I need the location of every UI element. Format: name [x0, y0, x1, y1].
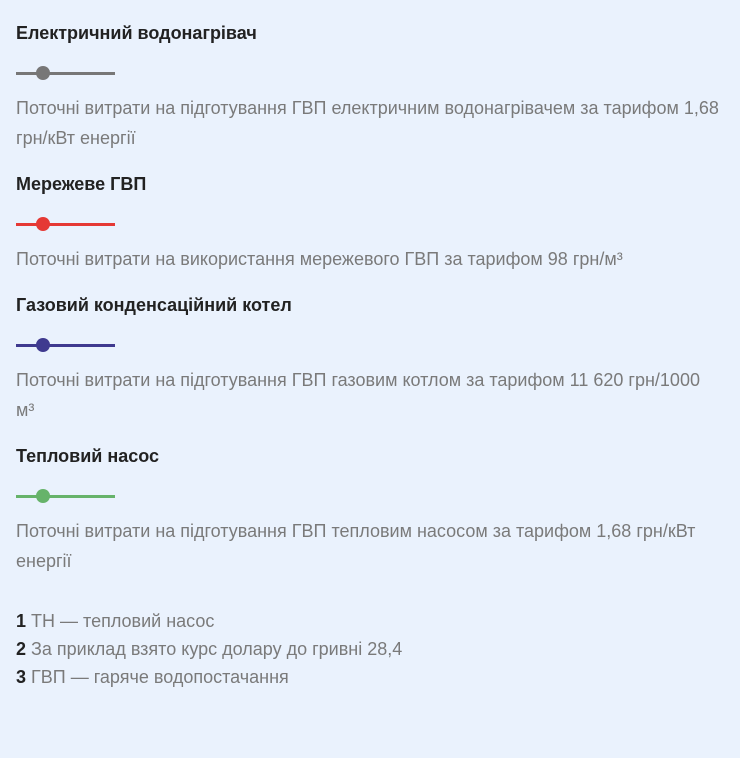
- legend-description: Поточні витрати на підготування ГВП тепловим насосом за тарифом 1,68 грн/кВт енергії: [16, 521, 696, 571]
- legend-line-marker-icon: [16, 489, 115, 503]
- legend-description: Поточні витрати на підготування ГВП газовим котлом за тарифом 11 620 грн/1000 м³: [16, 370, 700, 420]
- legend-title: Газовий конденсаційний котел: [16, 295, 292, 315]
- footnote-number: 3: [16, 667, 27, 687]
- legend-description: Поточні витрати на використання мережевого ГВП за тарифом 98 грн/м³: [16, 249, 623, 269]
- footnotes: [16, 607, 724, 691]
- legend-line-marker-icon: [16, 66, 115, 80]
- legend-line-marker-icon: [16, 217, 115, 231]
- legend-title: Мережеве ГВП: [16, 174, 147, 194]
- legend-item-heat-pump: [16, 444, 724, 576]
- legend-line-marker-icon: [16, 338, 115, 352]
- legend-item-electric-heater: [16, 21, 724, 153]
- footnote-text: ТН — тепловий насос: [31, 611, 215, 631]
- footnote: [16, 607, 724, 635]
- footnote-number: 1: [16, 611, 27, 631]
- footnote: [16, 663, 724, 691]
- footnote: [16, 635, 724, 663]
- legend-title: Електричний водонагрівач: [16, 23, 257, 43]
- legend-description: Поточні витрати на підготування ГВП електричним водонагрівачем за тарифом 1,68 грн/кВт енергії: [16, 98, 719, 148]
- legend-item-network-hot-water: [16, 172, 724, 274]
- legend-item-gas-boiler: [16, 293, 724, 425]
- footnote-text: За приклад взято курс долару до гривні 28,4: [31, 639, 403, 659]
- legend-title: Тепловий насос: [16, 446, 160, 466]
- footnote-number: 2: [16, 639, 27, 659]
- footnote-text: ГВП — гаряче водопостачання: [31, 667, 289, 687]
